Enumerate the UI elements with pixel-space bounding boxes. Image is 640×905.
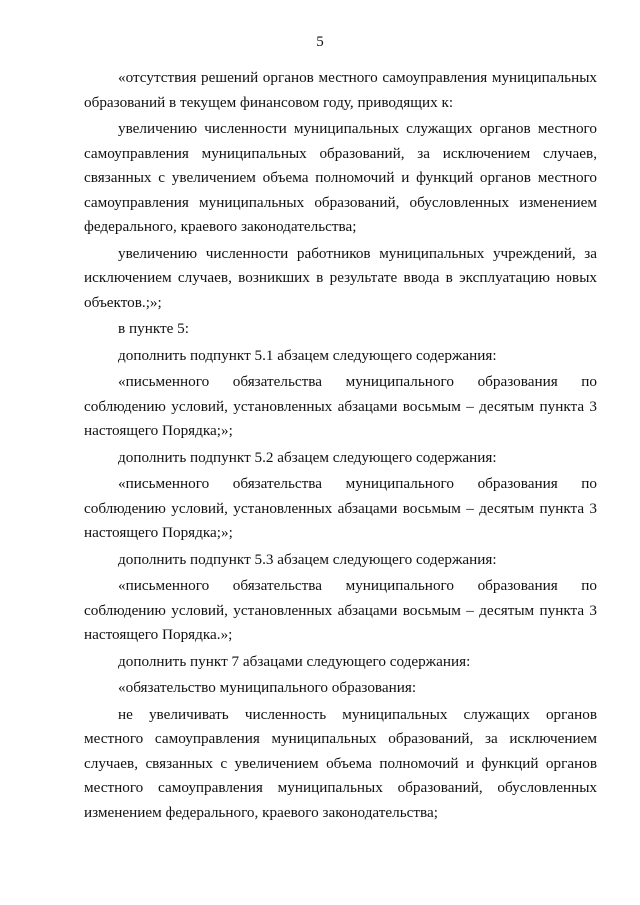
paragraph-12: «обязательство муниципального образования: [118, 679, 417, 696]
paragraph-11: дополнить пункт 7 абзацами следующего содержания: [118, 652, 471, 670]
paragraph-13: не увеличивать численность муниципальных служащих органов местного самоуправления муниципальных образований, за исключением случаев, связанных с увеличением объема полномочий и функций органов местного самоуправления муниципальных образований, обусловленных изменением федерального, краевого законодательства; [84, 705, 597, 821]
page-number: 5 [316, 34, 324, 50]
paragraph-9: дополнить подпункт 5.3 абзацем следующего содержания: [118, 550, 497, 568]
paragraph-5: дополнить подпункт 5.1 абзацем следующего содержания: [118, 346, 497, 364]
paragraph-4: в пункте 5: [118, 320, 189, 337]
paragraph-7: дополнить подпункт 5.2 абзацем следующего содержания: [118, 448, 497, 466]
paragraph-2: увеличению численности муниципальных служащих органов местного самоуправления муниципальных образований, за исключением случаев, связанных с увеличением объема полномочий и функций органов местного самоуправления муниципальных образований, обусловленных изменением федерального, краевого законодательства; [84, 120, 597, 235]
paragraph-3: увеличению численности работников муниципальных учреждений, за исключением случаев, возникших в результате ввода в эксплуатацию новых объектов.;»; [84, 244, 597, 311]
document-body [84, 66, 597, 827]
paragraph-10: «письменного обязательства муниципального образования по соблюдению условий, установленных абзацами восьмым – десятым пункта 3 настоящего Порядка.»; [84, 577, 597, 643]
paragraph-6: «письменного обязательства муниципального образования по соблюдению условий, установленных абзацами восьмым – десятым пункта 3 настоящего Порядка;»; [84, 373, 597, 439]
paragraph-1: «отсутствия решений органов местного самоуправления муниципальных образований в текущем финансовом году, приводящих к: [84, 69, 597, 111]
paragraph-8: «письменного обязательства муниципального образования по соблюдению условий, установленных абзацами восьмым – десятым пункта 3 настоящего Порядка;»; [84, 475, 597, 541]
